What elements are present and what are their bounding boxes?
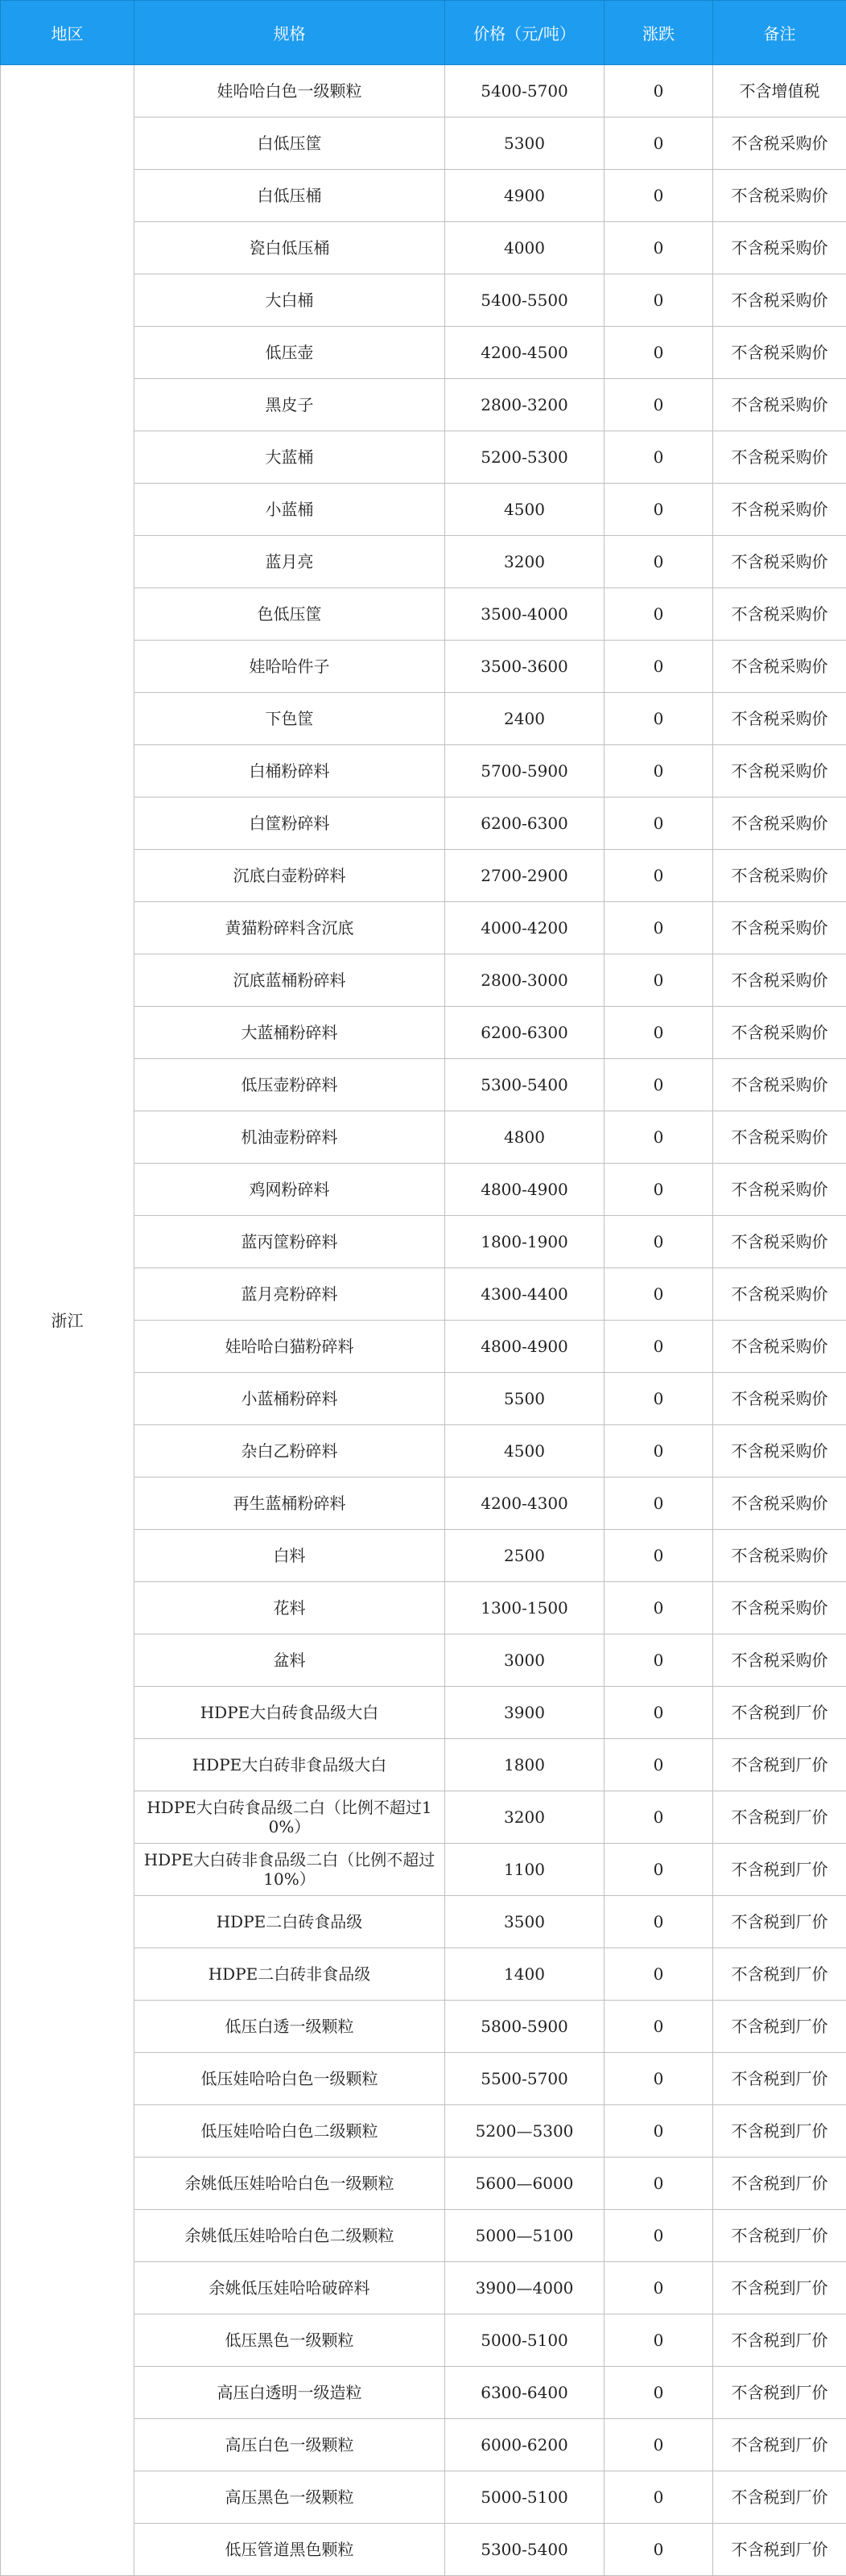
price-cell: 3500 — [445, 1896, 605, 1948]
price-cell: 5800-5900 — [445, 2001, 605, 2053]
spec-cell: 蓝月亮粉碎料 — [134, 1268, 445, 1321]
header-row — [1, 1, 846, 65]
note-cell: 不含税到厂价 — [713, 1948, 846, 2001]
spec-cell: 色低压筐 — [134, 588, 445, 641]
spec-cell: HDPE二白砖食品级 — [134, 1896, 445, 1948]
table-header — [1, 1, 846, 65]
note-cell: 不含税到厂价 — [713, 1791, 846, 1844]
change-cell: 0 — [605, 379, 713, 431]
change-cell: 0 — [605, 745, 713, 798]
note-cell: 不含税采购价 — [713, 798, 846, 850]
note-cell: 不含税采购价 — [713, 1373, 846, 1425]
change-cell: 0 — [605, 2471, 713, 2524]
note-cell: 不含税采购价 — [713, 1216, 846, 1268]
change-cell: 0 — [605, 954, 713, 1007]
change-cell: 0 — [605, 484, 713, 536]
spec-cell: 余姚低压娃哈哈白色二级颗粒 — [134, 2210, 445, 2262]
price-cell: 3500-4000 — [445, 588, 605, 641]
header-region: 地区 — [1, 1, 134, 65]
price-cell: 5600—6000 — [445, 2158, 605, 2210]
price-cell: 4800-4900 — [445, 1164, 605, 1216]
change-cell: 0 — [605, 1948, 713, 2001]
header-change: 涨跌 — [605, 1, 713, 65]
change-cell: 0 — [605, 2419, 713, 2471]
change-cell: 0 — [605, 2001, 713, 2053]
change-cell: 0 — [605, 2105, 713, 2158]
price-cell: 4000 — [445, 222, 605, 274]
change-cell: 0 — [605, 1007, 713, 1059]
spec-cell: 沉底白壶粉碎料 — [134, 850, 445, 902]
change-cell: 0 — [605, 1582, 713, 1634]
price-cell: 1800 — [445, 1739, 605, 1791]
note-cell: 不含税采购价 — [713, 379, 846, 431]
note-cell: 不含税采购价 — [713, 1164, 846, 1216]
change-cell: 0 — [605, 1687, 713, 1739]
spec-cell: 大蓝桶粉碎料 — [134, 1007, 445, 1059]
price-cell: 3900—4000 — [445, 2262, 605, 2314]
spec-cell: 黑皮子 — [134, 379, 445, 431]
change-cell: 0 — [605, 117, 713, 170]
change-cell: 0 — [605, 536, 713, 588]
spec-cell: 小蓝桶 — [134, 484, 445, 536]
change-cell: 0 — [605, 693, 713, 745]
note-cell: 不含税采购价 — [713, 1007, 846, 1059]
price-cell: 4200-4300 — [445, 1478, 605, 1530]
note-cell: 不含税采购价 — [713, 1582, 846, 1634]
change-cell: 0 — [605, 850, 713, 902]
change-cell: 0 — [605, 1164, 713, 1216]
price-cell: 4000-4200 — [445, 902, 605, 954]
note-cell: 不含税采购价 — [713, 484, 846, 536]
note-cell: 不含税到厂价 — [713, 2210, 846, 2262]
change-cell: 0 — [605, 2262, 713, 2314]
change-cell: 0 — [605, 1321, 713, 1373]
price-cell: 4500 — [445, 1425, 605, 1478]
note-cell: 不含税到厂价 — [713, 1896, 846, 1948]
note-cell: 不含税采购价 — [713, 431, 846, 484]
spec-cell: 白低压筐 — [134, 117, 445, 170]
note-cell: 不含税到厂价 — [713, 2262, 846, 2314]
note-cell: 不含税采购价 — [713, 536, 846, 588]
spec-cell: HDPE大白砖食品级大白 — [134, 1687, 445, 1739]
change-cell: 0 — [605, 1739, 713, 1791]
spec-cell: 大白桶 — [134, 274, 445, 327]
price-cell: 4500 — [445, 484, 605, 536]
change-cell: 0 — [605, 641, 713, 693]
spec-cell: 蓝月亮 — [134, 536, 445, 588]
spec-cell: 娃哈哈件子 — [134, 641, 445, 693]
price-cell: 2800-3200 — [445, 379, 605, 431]
spec-cell: 低压壶 — [134, 327, 445, 379]
price-cell: 4300-4400 — [445, 1268, 605, 1321]
spec-cell: HDPE大白砖食品级二白（比例不超过10%） — [134, 1791, 445, 1844]
spec-cell: HDPE大白砖非食品级大白 — [134, 1739, 445, 1791]
note-cell: 不含税到厂价 — [713, 1687, 846, 1739]
price-cell: 4200-4500 — [445, 327, 605, 379]
note-cell: 不含税到厂价 — [713, 2053, 846, 2105]
price-cell: 3200 — [445, 1791, 605, 1844]
spec-cell: 低压管道黑色颗粒 — [134, 2524, 445, 2576]
price-cell: 3900 — [445, 1687, 605, 1739]
note-cell: 不含税到厂价 — [713, 2105, 846, 2158]
price-cell: 5300-5400 — [445, 2524, 605, 2576]
price-cell: 2400 — [445, 693, 605, 745]
note-cell: 不含税到厂价 — [713, 2367, 846, 2419]
price-cell: 5200—5300 — [445, 2105, 605, 2158]
note-cell: 不含税采购价 — [713, 588, 846, 641]
header-price: 价格（元/吨） — [445, 1, 605, 65]
price-cell: 1400 — [445, 1948, 605, 2001]
spec-cell: 杂白乙粉碎料 — [134, 1425, 445, 1478]
price-cell: 5400-5700 — [445, 65, 605, 117]
spec-cell: 机油壶粉碎料 — [134, 1111, 445, 1164]
note-cell: 不含税采购价 — [713, 1478, 846, 1530]
spec-cell: HDPE二白砖非食品级 — [134, 1948, 445, 2001]
price-cell: 2700-2900 — [445, 850, 605, 902]
price-cell: 4900 — [445, 170, 605, 222]
spec-cell: 花料 — [134, 1582, 445, 1634]
price-cell: 6000-6200 — [445, 2419, 605, 2471]
spec-cell: 鸡网粉碎料 — [134, 1164, 445, 1216]
note-cell: 不含税采购价 — [713, 1530, 846, 1582]
price-cell: 4800 — [445, 1111, 605, 1164]
change-cell: 0 — [605, 1844, 713, 1896]
spec-cell: 蓝丙筐粉碎料 — [134, 1216, 445, 1268]
change-cell: 0 — [605, 798, 713, 850]
price-cell: 6200-6300 — [445, 1007, 605, 1059]
note-cell: 不含税采购价 — [713, 902, 846, 954]
note-cell: 不含税采购价 — [713, 1111, 846, 1164]
table-row — [1, 65, 846, 117]
spec-cell: 小蓝桶粉碎料 — [134, 1373, 445, 1425]
price-cell: 1100 — [445, 1844, 605, 1896]
spec-cell: 高压白透明一级造粒 — [134, 2367, 445, 2419]
change-cell: 0 — [605, 1425, 713, 1478]
table-body — [1, 65, 846, 2576]
change-cell: 0 — [605, 431, 713, 484]
spec-cell: 盆料 — [134, 1634, 445, 1687]
note-cell: 不含税采购价 — [713, 327, 846, 379]
region-cell: 浙江 — [1, 65, 134, 2576]
price-cell: 3200 — [445, 536, 605, 588]
price-cell: 5300-5400 — [445, 1059, 605, 1111]
note-cell: 不含税到厂价 — [713, 2419, 846, 2471]
spec-cell: 高压白色一级颗粒 — [134, 2419, 445, 2471]
spec-cell: 瓷白低压桶 — [134, 222, 445, 274]
note-cell: 不含税采购价 — [713, 274, 846, 327]
spec-cell: 低压娃哈哈白色一级颗粒 — [134, 2053, 445, 2105]
change-cell: 0 — [605, 1896, 713, 1948]
change-cell: 0 — [605, 170, 713, 222]
spec-cell: 白低压桶 — [134, 170, 445, 222]
change-cell: 0 — [605, 65, 713, 117]
price-cell: 5000—5100 — [445, 2210, 605, 2262]
spec-cell: 黄猫粉碎料含沉底 — [134, 902, 445, 954]
spec-cell: 高压黑色一级颗粒 — [134, 2471, 445, 2524]
price-cell: 5500 — [445, 1373, 605, 1425]
change-cell: 0 — [605, 2210, 713, 2262]
note-cell: 不含税采购价 — [713, 117, 846, 170]
note-cell: 不含税到厂价 — [713, 2158, 846, 2210]
price-cell: 5400-5500 — [445, 274, 605, 327]
spec-cell: 低压娃哈哈白色二级颗粒 — [134, 2105, 445, 2158]
price-cell: 5000-5100 — [445, 2314, 605, 2367]
change-cell: 0 — [605, 1478, 713, 1530]
price-cell: 3500-3600 — [445, 641, 605, 693]
price-cell: 1300-1500 — [445, 1582, 605, 1634]
change-cell: 0 — [605, 2158, 713, 2210]
note-cell: 不含增值税 — [713, 65, 846, 117]
change-cell: 0 — [605, 274, 713, 327]
price-cell: 1800-1900 — [445, 1216, 605, 1268]
header-note: 备注 — [713, 1, 846, 65]
change-cell: 0 — [605, 2367, 713, 2419]
change-cell: 0 — [605, 588, 713, 641]
change-cell: 0 — [605, 2314, 713, 2367]
note-cell: 不含税采购价 — [713, 170, 846, 222]
change-cell: 0 — [605, 2524, 713, 2576]
spec-cell: 大蓝桶 — [134, 431, 445, 484]
note-cell: 不含税到厂价 — [713, 2314, 846, 2367]
change-cell: 0 — [605, 1216, 713, 1268]
note-cell: 不含税采购价 — [713, 222, 846, 274]
spec-cell: 白料 — [134, 1530, 445, 1582]
spec-cell: 娃哈哈白色一级颗粒 — [134, 65, 445, 117]
price-cell: 5500-5700 — [445, 2053, 605, 2105]
note-cell: 不含税采购价 — [713, 745, 846, 798]
change-cell: 0 — [605, 1530, 713, 1582]
note-cell: 不含税采购价 — [713, 1059, 846, 1111]
note-cell: 不含税采购价 — [713, 693, 846, 745]
change-cell: 0 — [605, 222, 713, 274]
spec-cell: 低压黑色一级颗粒 — [134, 2314, 445, 2367]
price-cell: 5700-5900 — [445, 745, 605, 798]
note-cell: 不含税采购价 — [713, 1321, 846, 1373]
price-cell: 2500 — [445, 1530, 605, 1582]
change-cell: 0 — [605, 327, 713, 379]
change-cell: 0 — [605, 1268, 713, 1321]
note-cell: 不含税到厂价 — [713, 1844, 846, 1896]
spec-cell: 白筐粉碎料 — [134, 798, 445, 850]
spec-cell: 沉底蓝桶粉碎料 — [134, 954, 445, 1007]
note-cell: 不含税采购价 — [713, 641, 846, 693]
price-cell: 4800-4900 — [445, 1321, 605, 1373]
spec-cell: HDPE大白砖非食品级二白（比例不超过10%） — [134, 1844, 445, 1896]
spec-cell: 低压壶粉碎料 — [134, 1059, 445, 1111]
price-cell: 2800-3000 — [445, 954, 605, 1007]
change-cell: 0 — [605, 2053, 713, 2105]
price-cell: 5200-5300 — [445, 431, 605, 484]
note-cell: 不含税到厂价 — [713, 1739, 846, 1791]
price-cell: 5000-5100 — [445, 2471, 605, 2524]
note-cell: 不含税到厂价 — [713, 2471, 846, 2524]
change-cell: 0 — [605, 1373, 713, 1425]
note-cell: 不含税采购价 — [713, 1634, 846, 1687]
spec-cell: 再生蓝桶粉碎料 — [134, 1478, 445, 1530]
note-cell: 不含税采购价 — [713, 1425, 846, 1478]
note-cell: 不含税到厂价 — [713, 2524, 846, 2576]
spec-cell: 余姚低压娃哈哈白色一级颗粒 — [134, 2158, 445, 2210]
change-cell: 0 — [605, 1059, 713, 1111]
change-cell: 0 — [605, 902, 713, 954]
spec-cell: 下色筐 — [134, 693, 445, 745]
header-spec: 规格 — [134, 1, 445, 65]
change-cell: 0 — [605, 1111, 713, 1164]
spec-cell: 白桶粉碎料 — [134, 745, 445, 798]
note-cell: 不含税采购价 — [713, 1268, 846, 1321]
price-cell: 5300 — [445, 117, 605, 170]
note-cell: 不含税采购价 — [713, 850, 846, 902]
price-cell: 6200-6300 — [445, 798, 605, 850]
change-cell: 0 — [605, 1791, 713, 1844]
spec-cell: 余姚低压娃哈哈破碎料 — [134, 2262, 445, 2314]
price-cell: 3000 — [445, 1634, 605, 1687]
spec-cell: 低压白透一级颗粒 — [134, 2001, 445, 2053]
note-cell: 不含税采购价 — [713, 954, 846, 1007]
note-cell: 不含税到厂价 — [713, 2001, 846, 2053]
price-cell: 6300-6400 — [445, 2367, 605, 2419]
change-cell: 0 — [605, 1634, 713, 1687]
spec-cell: 娃哈哈白猫粉碎料 — [134, 1321, 445, 1373]
